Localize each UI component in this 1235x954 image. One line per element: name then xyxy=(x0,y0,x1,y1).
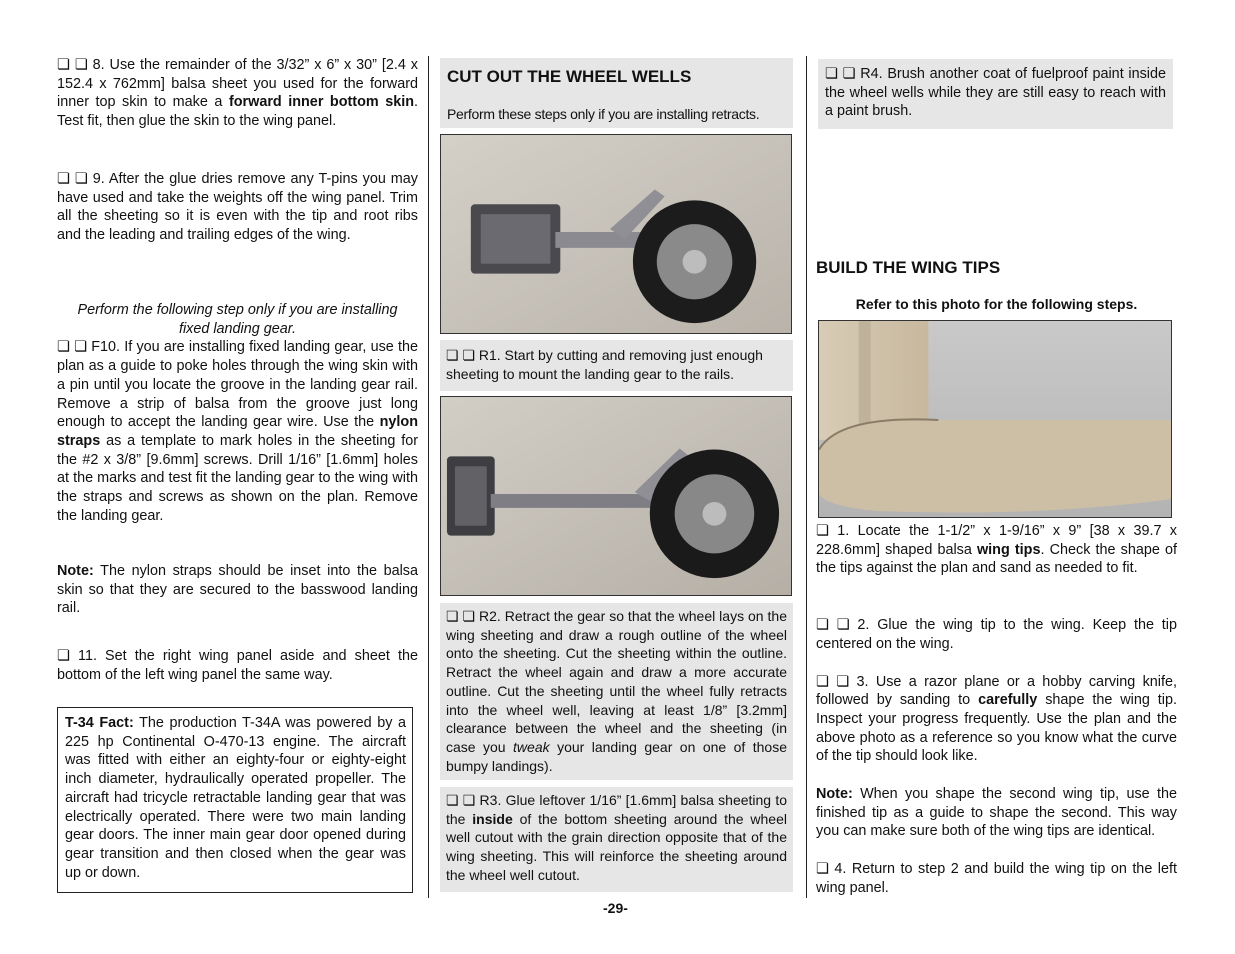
t34-fact-box xyxy=(57,707,413,893)
step-r4-box xyxy=(818,59,1173,129)
wing-tips-heading-block xyxy=(816,257,1177,314)
column-divider-left xyxy=(428,56,429,898)
landing-gear-photo-1 xyxy=(440,134,792,334)
step-r4: ❏ ❏ R4. Brush another coat of fuelproof paint inside the wheel wells while they are still easy to reach with a paint brush. xyxy=(825,66,1166,120)
left-note-block xyxy=(57,562,418,618)
step-r1-box xyxy=(440,340,793,391)
step-9: ❏ ❏ 9. After the glue dries remove any T-pins you may have used and take the weights off the wing panel. Trim all the sheeting so it is even with the tip and root ribs and the leading and trailing edges of the wing. xyxy=(57,171,418,244)
left-column xyxy=(57,56,418,131)
step-r3-box xyxy=(440,787,793,892)
wing-tips-heading: BUILD THE WING TIPS xyxy=(816,258,1001,277)
step-r1: ❏ ❏ R1. Start by cutting and removing just enough sheeting to mount the landing gear to the rails. xyxy=(446,347,763,382)
step-4: ❏ 4. Return to step 2 and build the wing tip on the left wing panel. xyxy=(816,861,1177,896)
left-note: Note: The nylon straps should be inset into the balsa skin so that they are secured to the basswood landing rail. xyxy=(57,563,418,617)
step-f10: ❏ ❏ F10. If you are installing fixed landing gear, use the plan as a guide to poke holes through the wing skin with a pin until you locate the groove in the landing gear rail. Remove a strip of balsa from the groove just long enough to accept the landing gear wire. Use the nylon straps as a template to mark holes in the sheeting for the #2 x 3/8” [9.6mm] screws. Drill 1/16” [1.6mm] holes at the marks and test fit the landing gear to the wing with the straps and screws as shown on the plan. Remove the landing gear. xyxy=(57,339,418,524)
step-r2: ❏ ❏ R2. Retract the gear so that the wheel lays on the wing sheeting and draw a rough outline of the wheel onto the sheeting. Cut the sheeting within the outline. Retract the wheel again and draw a more accurate outline. Cut the sheeting until the wheel fully retracts into the wheel well, leaving at least 1/8” [3.2mm] clearance between the wheel and the sheeting (in case you tweak your landing gear on one of those bumpy landings). xyxy=(446,608,787,774)
landing-gear-image-1 xyxy=(441,135,791,333)
fixed-gear-note: Perform the following step only if you are installing fixed landing gear. xyxy=(77,302,398,337)
right-note: Note: When you shape the second wing tip, use the finished tip as a guide to shape the second. This way you can make sure both of the wing tips are identical. xyxy=(816,786,1177,840)
step-11: ❏ 11. Set the right wing panel aside and sheet the bottom of the left wing panel the same way. xyxy=(57,648,418,683)
wing-tip-photo xyxy=(818,320,1172,518)
wing-tip-image xyxy=(819,321,1171,517)
step-3: ❏ ❏ 3. Use a razor plane or a hobby carving knife, followed by sanding to carefully shape the wing tip. Inspect your progress frequently. Use the plan and the above photo as a reference so you know what the curve of the tip should look like. xyxy=(816,673,1178,765)
step-1: ❏ 1. Locate the 1-1/2” x 1-9/16” x 9” [38 x 39.7 x 228.6mm] shaped balsa wing tips. Check the shape of the tips against the plan and sand as needed to fit. xyxy=(816,523,1177,577)
wing-tips-photo-caption: Refer to this photo for the following steps. xyxy=(855,296,1138,312)
landing-gear-photo-2 xyxy=(440,396,792,596)
t34-fact: T-34 Fact: The production T-34A was powered by a 225 hp Continental O-470-13 engine. The aircraft was fitted with either an eighty-four or eighty-eight inch diameter, hydraulically operated propeller. The aircraft had tricycle retractable landing gear that was electrically operated. There were two main landing gear doors. The inner main gear door opened during gear transition and then closed when the gear was up or down. xyxy=(65,715,406,881)
landing-gear-image-2 xyxy=(441,397,791,595)
fixed-gear-block xyxy=(57,301,418,525)
step-2: ❏ ❏ 2. Glue the wing tip to the wing. Keep the tip centered on the wing. xyxy=(816,617,1177,652)
step-r2-box xyxy=(440,603,793,780)
wing-tip-steps xyxy=(816,522,1177,898)
wheel-wells-intro: Perform these steps only if you are installing retracts. xyxy=(447,106,760,122)
step-9-block xyxy=(57,170,418,245)
step-8: ❏ ❏ 8. Use the remainder of the 3/32” x 6” x 30” [2.4 x 152.4 x 762mm] balsa sheet you used for the forward inner top skin to make a forward inner bottom skin. Test fit, then glue the skin to the wing panel. xyxy=(57,57,419,130)
column-divider-right xyxy=(806,56,807,898)
step-11-block xyxy=(57,647,418,684)
wheel-wells-heading: CUT OUT THE WHEEL WELLS xyxy=(447,67,692,86)
wheel-wells-intro-box xyxy=(440,58,793,128)
page-number: -29- xyxy=(603,900,628,916)
step-r3: ❏ ❏ R3. Glue leftover 1/16” [1.6mm] balsa sheeting to the inside of the bottom sheeting around the wheel well cutout with the grain direction opposite that of the wing sheeting. This will reinforce the sheeting around the wheel well cutout. xyxy=(446,792,787,883)
